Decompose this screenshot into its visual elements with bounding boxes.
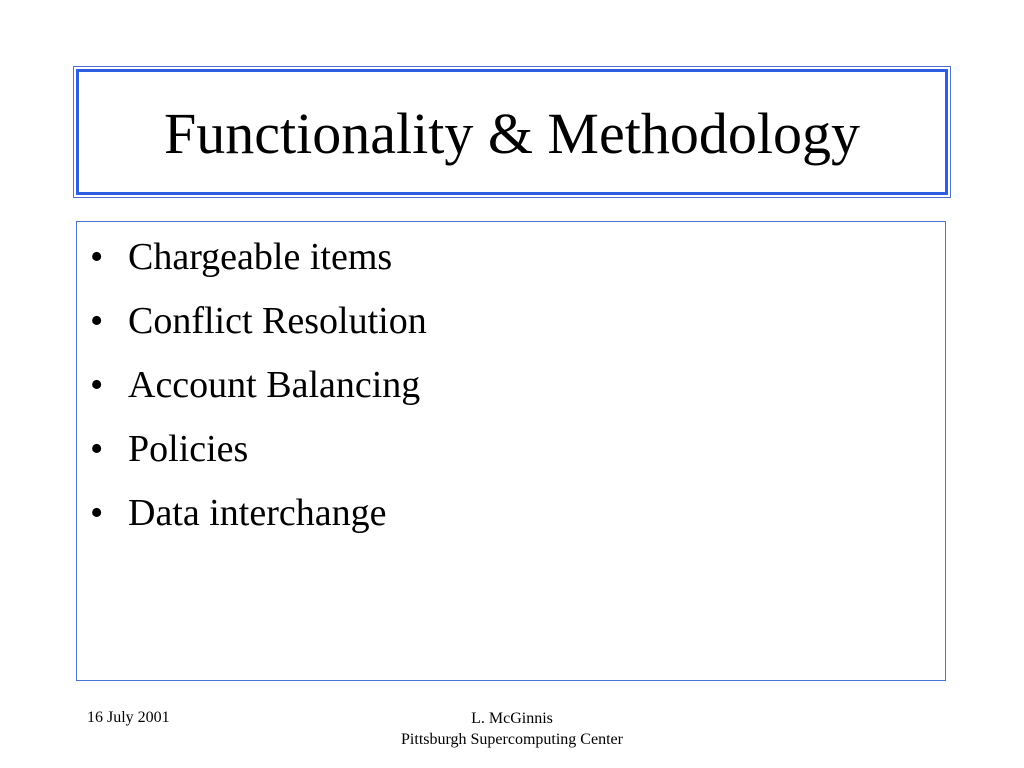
bullet-dot-icon: • (90, 364, 104, 406)
bullet-dot-icon: • (90, 492, 104, 534)
bullet-item (87, 238, 427, 302)
footer-author: L. McGinnis (471, 710, 553, 727)
bullet-item (87, 430, 427, 494)
bullet-text: Data interchange (128, 492, 387, 534)
bullet-dot-icon: • (90, 300, 104, 342)
footer-organization: Pittsburgh Supercomputing Center (401, 730, 623, 748)
footer-date: 16 July 2001 (87, 709, 170, 726)
footer-credit (312, 709, 712, 751)
bullet-list (87, 238, 427, 558)
slide-title: Functionality & Methodology (164, 101, 860, 166)
bullet-item (87, 366, 427, 430)
title-box (76, 69, 948, 195)
body-frame (76, 221, 946, 681)
bullet-text: Policies (128, 428, 249, 470)
bullet-text: Chargeable items (128, 236, 393, 278)
bullet-dot-icon: • (90, 428, 104, 470)
bullet-item (87, 302, 427, 366)
bullet-text: Conflict Resolution (128, 300, 427, 342)
bullet-dot-icon: • (90, 236, 104, 278)
bullet-text: Account Balancing (128, 364, 421, 406)
title-frame (73, 66, 951, 198)
bullet-item (87, 494, 427, 558)
